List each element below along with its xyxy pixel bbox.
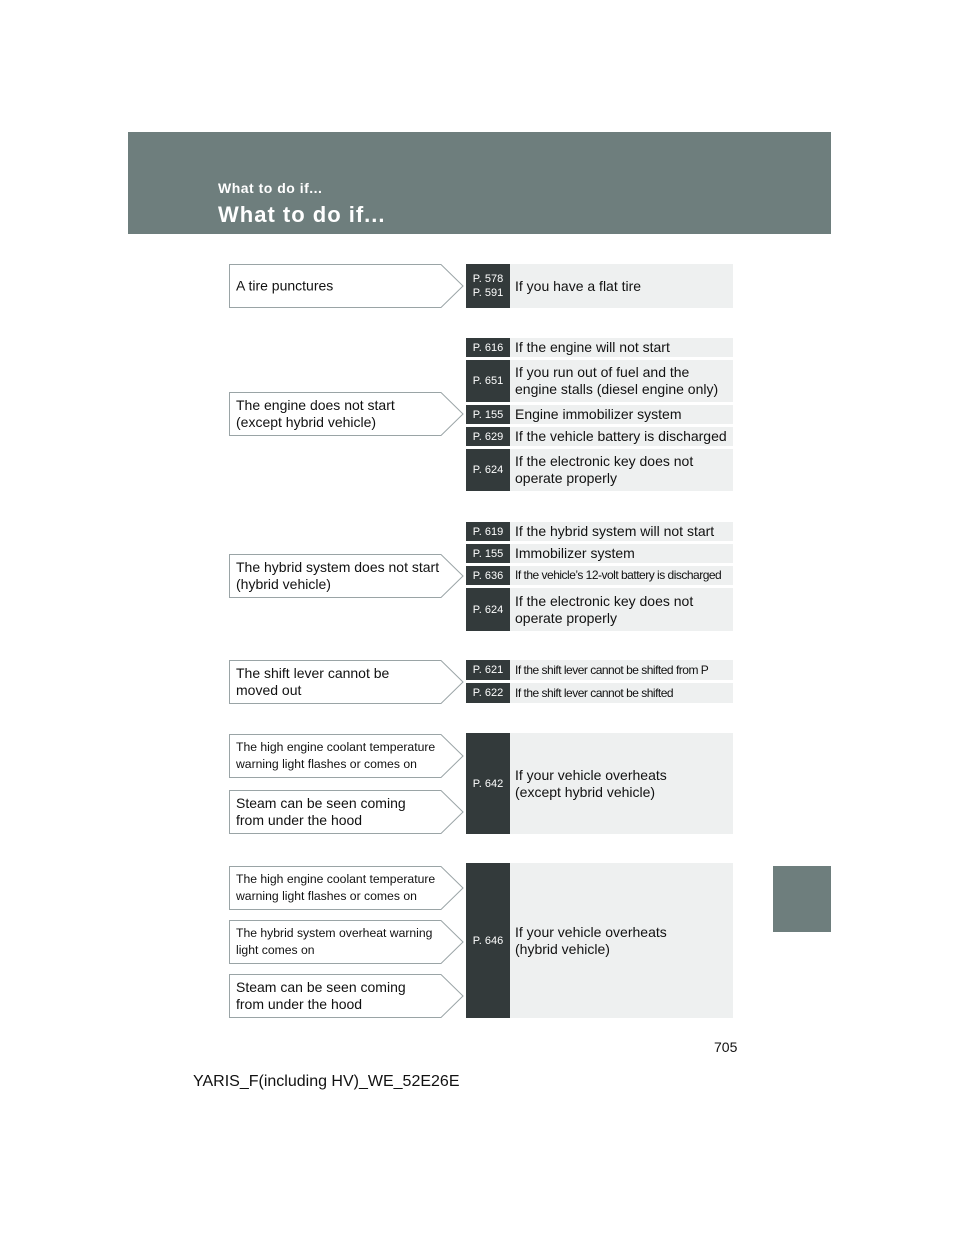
reference-text: If the electronic key does not operate properly <box>510 588 733 631</box>
page-reference: P. 629 <box>466 427 510 446</box>
symptom-label: The hybrid system does not start (hybrid vehicle) <box>229 554 464 598</box>
page-reference: P. 642 <box>466 733 510 834</box>
reference-text: If the vehicle’s 12-volt battery is discharged <box>510 566 733 585</box>
header-banner <box>128 132 831 234</box>
reference-row <box>466 544 733 563</box>
symptom-label: The high engine coolant temperature warning light flashes or comes on <box>229 734 464 778</box>
reference-text: Engine immobilizer system <box>510 405 733 424</box>
reference-text: If the vehicle battery is discharged <box>510 427 733 446</box>
page-reference: P. 624 <box>466 588 510 631</box>
reference-text: If the electronic key does not operate properly <box>510 449 733 491</box>
footer-code: YARIS_F(including HV)_WE_52E26E <box>193 1073 460 1090</box>
reference-row <box>466 264 733 308</box>
reference-row <box>466 338 733 357</box>
page-reference: P. 624 <box>466 449 510 491</box>
symptom-label: The engine does not start (except hybrid vehicle) <box>229 392 464 436</box>
reference-text: If the shift lever cannot be shifted from P <box>510 660 733 680</box>
reference-row <box>466 733 733 834</box>
symptom-label: A tire punctures <box>229 264 464 308</box>
reference-text: If you have a flat tire <box>510 264 733 308</box>
reference-row <box>466 522 733 541</box>
page-reference: P. 155 <box>466 544 510 563</box>
reference-text: Immobilizer system <box>510 544 733 563</box>
reference-text: If the hybrid system will not start <box>510 522 733 541</box>
page-number: 705 <box>714 1039 738 1055</box>
reference-row <box>466 683 733 703</box>
symptom-label: Steam can be seen coming from under the hood <box>229 790 464 834</box>
symptom-label: The high engine coolant temperature warning light flashes or comes on <box>229 866 464 910</box>
page-reference: P. 621 <box>466 660 510 680</box>
page-reference: P. 619 <box>466 522 510 541</box>
reference-text: If your vehicle overheats (except hybrid vehicle) <box>510 733 733 834</box>
reference-row <box>466 405 733 424</box>
reference-row <box>466 566 733 585</box>
page-reference: P. 646 <box>466 863 510 1018</box>
reference-row <box>466 863 733 1018</box>
reference-row <box>466 588 733 631</box>
page-reference: P. 622 <box>466 683 510 703</box>
symptom-label: The hybrid system overheat warning light comes on <box>229 920 464 964</box>
reference-row <box>466 660 733 680</box>
reference-text: If your vehicle overheats (hybrid vehicle) <box>510 863 733 1018</box>
page-reference: P. 636 <box>466 566 510 585</box>
reference-row <box>466 427 733 446</box>
page-reference: P. 155 <box>466 405 510 424</box>
page-reference: P. 651 <box>466 360 510 402</box>
chapter-tab <box>773 866 831 932</box>
symptom-label: The shift lever cannot be moved out <box>229 660 464 704</box>
reference-row <box>466 360 733 402</box>
reference-text: If the shift lever cannot be shifted <box>510 683 733 703</box>
reference-row <box>466 449 733 491</box>
page-reference: P. 578 P. 591 <box>466 264 510 308</box>
header-subtitle: What to do if... <box>218 180 323 196</box>
reference-text: If the engine will not start <box>510 338 733 357</box>
reference-text: If you run out of fuel and the engine stalls (diesel engine only) <box>510 360 733 402</box>
symptom-label: Steam can be seen coming from under the hood <box>229 974 464 1018</box>
page-title: What to do if... <box>218 202 386 227</box>
page-reference: P. 616 <box>466 338 510 357</box>
